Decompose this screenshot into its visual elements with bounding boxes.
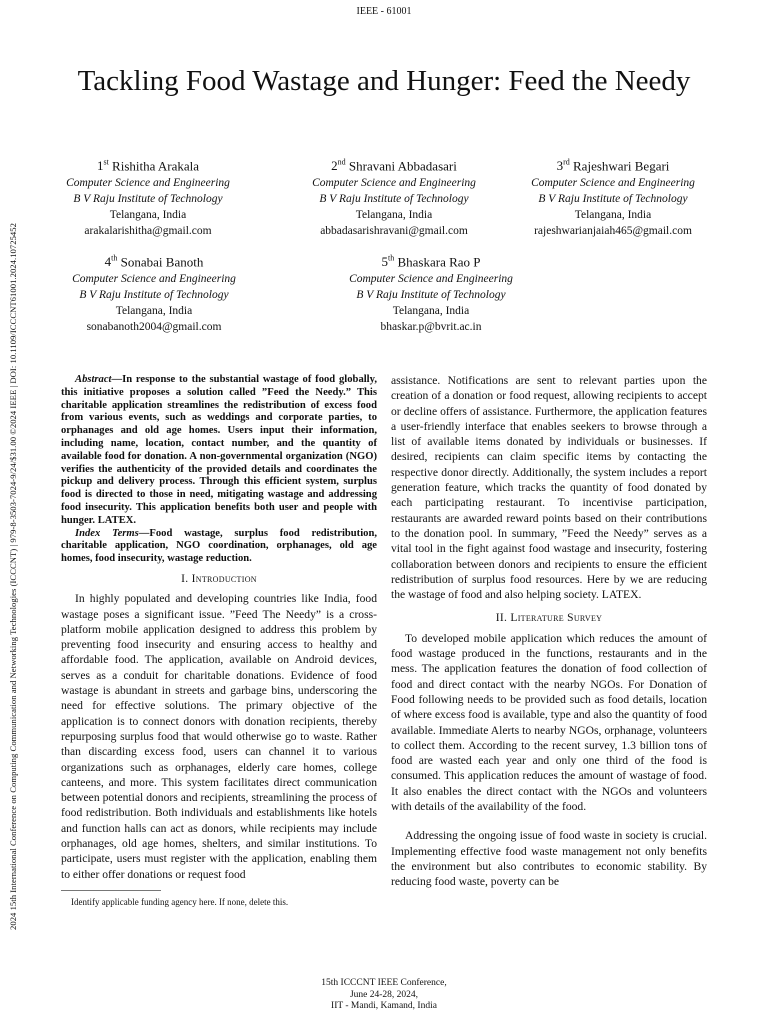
author-email: arakalarishitha@gmail.com bbox=[84, 225, 212, 238]
literature-paragraph-1: To developed mobile application which reduces the amount of food wastage produced in the functions, restaurants and in the mess. The application features the donation of food collection of food and direct contact with the nearby NGOs. For Donation of Food following needs to be provided such as food details, location of where excess food is available, type and also the quantity of food available. Immediate Alerts to nearby NGOs, orphanage, volunteers to collect them. According to the recent survey, 1.3 billion tons of food are wasted each year and only one third of the food is consumed. This application reduces the amount of wastage of food. It also enables the direct contact with the NGOs and volunteers with details of the availability of the food. bbox=[391, 631, 707, 814]
author-inst: B V Raju Institute of Technology bbox=[356, 289, 506, 302]
author-location: Telangana, India bbox=[109, 209, 187, 222]
index-terms-label: Index Terms bbox=[75, 527, 139, 539]
author-name: Bhaskara Rao P bbox=[397, 254, 481, 270]
author-ordinal: 4 bbox=[104, 254, 112, 270]
author-name: Shravani Abbadasari bbox=[348, 158, 457, 174]
side-metadata: 2024 15th International Conference on Computing Communication and Networking Technologies (ICCCNT) | 979-8-3503-7024-9/24/$31.00 ©2024 IEEE | DOI: 10.1109/ICCCNT61001.2024.10725452 bbox=[8, 223, 18, 930]
author-block-4 bbox=[50, 250, 258, 335]
author-ordinal: 1 bbox=[96, 158, 104, 174]
page-header-id: IEEE - 61001 bbox=[356, 6, 412, 17]
section-heading-literature: II. Literature Survey bbox=[495, 612, 603, 625]
abstract bbox=[61, 374, 377, 528]
conference-line-3: IIT - Mandi, Kamand, India bbox=[331, 1001, 437, 1011]
author-location: Telangana, India bbox=[574, 209, 652, 222]
conference-line-1: 15th ICCCNT IEEE Conference, bbox=[321, 978, 447, 988]
author-block-5 bbox=[327, 250, 535, 335]
author-ordinal-sup: nd bbox=[337, 158, 346, 167]
author-name: Sonabai Banoth bbox=[120, 254, 204, 270]
author-ordinal: 2 bbox=[331, 158, 338, 174]
author-name: Rishitha Arakala bbox=[112, 158, 200, 174]
author-dept: Computer Science and Engineering bbox=[72, 273, 236, 286]
author-ordinal-sup: st bbox=[103, 158, 109, 167]
abstract-label: Abstract bbox=[75, 374, 112, 385]
index-terms bbox=[61, 528, 377, 566]
author-ordinal-sup: th bbox=[111, 254, 118, 263]
index-terms-text: —Food wastage, surplus food redistribution, charitable application, NGO coordination, orphanages, old age homes, food insecurity, wastage reduction. bbox=[61, 527, 377, 565]
intro-continued: assistance. Notifications are sent to relevant parties upon the creation of a donation or food request, allowing recipients to accept or decline offers of assistance. Furthermore, the application features a user-friendly interface that enables seekers to browse through a list of available items donated by individuals or businesses. If desired, recipients can claim specific items by contacting the respective donor directly. Additionally, the system includes a report generation feature, which tracks the quantity of food donated by each participating restaurant. To incentivise participation, restaurants are awarded reward points based on their contributions to the donation pool. In summary, ”Feed the Needy” serves as a vital tool in the fight against food wastage and insecurity, fostering collaboration between donors and recipients to ensure the efficient redistribution of surplus food resources. Here by we are reducing the wastage of food and also helping society. LATEX. bbox=[391, 374, 707, 602]
author-location: Telangana, India bbox=[355, 209, 433, 222]
author-dept: Computer Science and Engineering bbox=[531, 177, 695, 190]
left-column bbox=[61, 374, 377, 910]
author-inst: B V Raju Institute of Technology bbox=[73, 193, 223, 206]
section-heading-introduction: I. Introduction bbox=[181, 572, 257, 585]
author-email: sonabanoth2004@gmail.com bbox=[86, 321, 222, 334]
conference-footer bbox=[0, 978, 768, 1013]
author-inst: B V Raju Institute of Technology bbox=[79, 289, 229, 302]
conference-line-2: June 24-28, 2024, bbox=[349, 989, 419, 1000]
author-ordinal: 3 bbox=[556, 158, 564, 174]
intro-paragraph: In highly populated and developing countries like India, food wastage poses a significant issue. ”Feed The Needy” is a cross-platform mobile application designed to address this problem by preventing food insecurity and ensuring access to healthy and affordable food. The application, available on Android devices, serves as a conduit for charitable donations. Evidence of food wastage is abundant in streets and garbage bins, underscoring the need for effective solutions. The primary objective of the application is to connect donors with donation recipients, thereby repurposing surplus food that would otherwise go to waste. Rather than discarding excess food, users can channel it to various organizations such as orphanages, elderly care homes, college canteens, and more. This system facilitates direct communication between potential donors and recipients, streamlining the process of food redistribution. Both individuals and establishments like hotels and function halls can act as donors, while recipients may include orphanages, old age homes, shelters, and similar institutions. To participate, users must register with the application, enabling them to either offer donations or request food bbox=[61, 592, 377, 881]
author-inst: B V Raju Institute of Technology bbox=[319, 193, 469, 206]
author-name: Rajeshwari Begari bbox=[573, 158, 670, 174]
paper-title: Tackling Food Wastage and Hunger: Feed the Needy bbox=[77, 65, 691, 97]
author-inst: B V Raju Institute of Technology bbox=[538, 193, 688, 206]
literature-paragraph-2: Addressing the ongoing issue of food waste in society is crucial. Implementing effective food waste management not only benefits the environment but also contributes to economic stability. By reducing food waste, poverty can be bbox=[391, 829, 707, 889]
footnote-rule bbox=[61, 890, 161, 891]
author-ordinal: 5 bbox=[381, 254, 388, 270]
author-dept: Computer Science and Engineering bbox=[66, 177, 230, 190]
author-email: rajeshwarianjaiah465@gmail.com bbox=[534, 225, 692, 238]
author-block-3 bbox=[507, 154, 719, 239]
author-block-2 bbox=[290, 154, 498, 239]
author-block-1 bbox=[44, 154, 252, 239]
footnote: Identify applicable funding agency here. If none, delete this. bbox=[71, 896, 289, 907]
author-location: Telangana, India bbox=[115, 305, 193, 318]
right-column bbox=[391, 373, 707, 890]
author-location: Telangana, India bbox=[392, 305, 470, 318]
author-dept: Computer Science and Engineering bbox=[312, 177, 476, 190]
author-dept: Computer Science and Engineering bbox=[349, 273, 513, 286]
author-ordinal-sup: rd bbox=[563, 158, 570, 167]
author-email: bhaskar.p@bvrit.ac.in bbox=[380, 321, 482, 334]
author-email: abbadasarishravani@gmail.com bbox=[320, 225, 468, 238]
author-ordinal-sup: th bbox=[387, 254, 395, 263]
abstract-text: —In response to the substantial wastage of food globally, this initiative proposes a solution called ”Feed the Needy.” This charitable application streamlines the redistribution of excess food from various events, such as weddings and corporate parties, to orphanages and old age homes. Users input their information, including name, location, contact number, and the quantity of available food for donation. A non-governmental organization (NGO) verifies the authenticity of the provided details and coordinates the pickup and delivery process. Through this efficient system, surplus food is directed to those in need, mitigating wastage and addressing food insecurity. This application benefits both user and people with hunger. LATEX. bbox=[61, 374, 377, 526]
